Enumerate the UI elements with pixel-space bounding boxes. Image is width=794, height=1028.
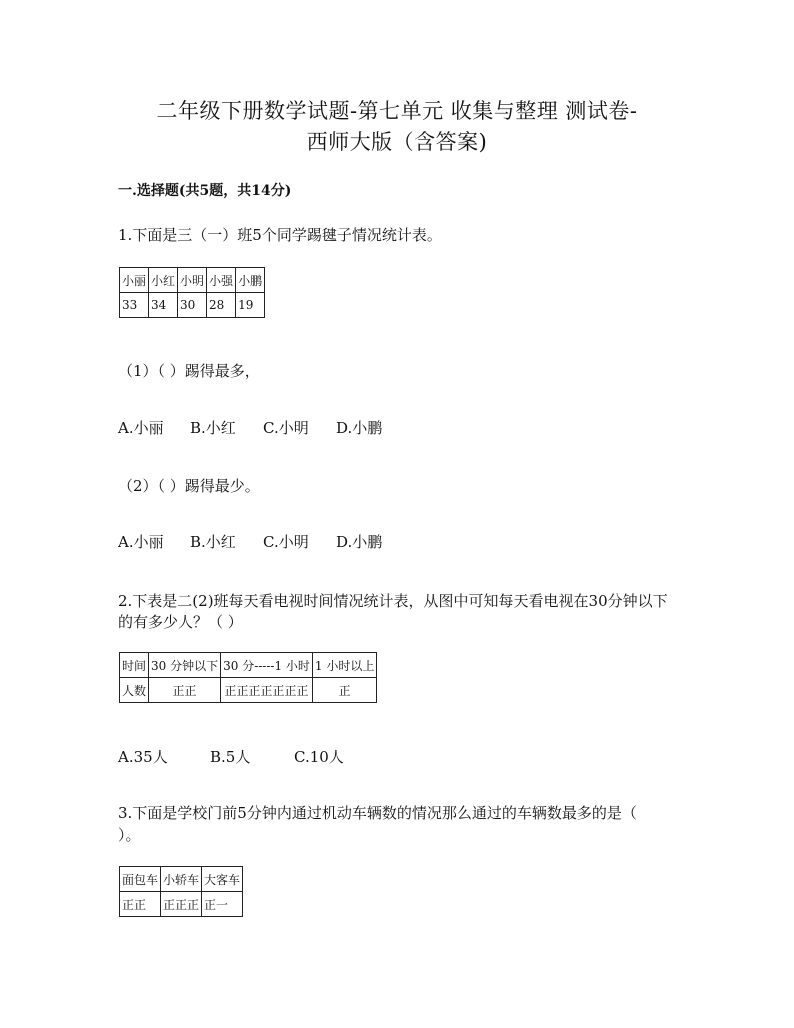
- question-1-sub-1: （1）（ ）踢得最多，: [118, 362, 260, 380]
- table-row: [120, 293, 265, 318]
- table-cell: 33: [120, 293, 149, 318]
- question-2-stem-line2: 的有多少人？（ ）: [118, 613, 243, 631]
- table-row: [120, 678, 377, 703]
- question-3-stem-line2: ）。: [118, 826, 141, 844]
- table-header-row: [120, 867, 243, 892]
- table-cell: 正正: [149, 678, 221, 703]
- table-cell: 正: [312, 678, 376, 703]
- option-c[interactable]: C.10人: [294, 748, 344, 766]
- table-cell: 正一: [202, 892, 243, 917]
- table-header-row: [120, 268, 265, 293]
- option-a[interactable]: A.35人: [118, 748, 168, 766]
- table-cell: 34: [149, 293, 178, 318]
- document-title-line1: 二年级下册数学试题-第七单元 收集与整理 测试卷-: [156, 99, 638, 123]
- table-cell: 正正: [120, 892, 161, 917]
- option-d[interactable]: D.小鹏: [336, 533, 383, 551]
- table-cell: 30: [178, 293, 207, 318]
- table-cell: 28: [207, 293, 236, 318]
- table-cell: 30 分钟以下: [149, 653, 221, 678]
- question-3-table: [119, 866, 243, 917]
- table-cell: 1 小时以上: [312, 653, 376, 678]
- question-2-stem-line1: 2.下表是二(2)班每天看电视时间情况统计表，从图中可知每天看电视在30分钟以下: [118, 592, 668, 610]
- option-b[interactable]: B.5人: [210, 748, 251, 766]
- table-header-row: [120, 653, 377, 678]
- question-1-stem: 1.下面是三（一）班5个同学踢毽子情况统计表。: [118, 226, 442, 244]
- table-cell: 30 分-----1 小时: [221, 653, 313, 678]
- question-1-sub-2-options: [118, 532, 382, 552]
- table-cell: 小红: [149, 268, 178, 293]
- question-2-table: [119, 652, 377, 703]
- question-1-sub-1-options: [118, 418, 382, 438]
- table-cell: 小轿车: [161, 867, 202, 892]
- question-1-table: [119, 267, 265, 318]
- table-cell: 大客车: [202, 867, 243, 892]
- table-cell: 19: [236, 293, 265, 318]
- question-1-sub-2: （2）（ ）踢得最少。: [118, 477, 260, 495]
- table-cell: 时间: [120, 653, 149, 678]
- option-b[interactable]: B.小红: [190, 419, 236, 437]
- option-a[interactable]: A.小丽: [118, 419, 164, 437]
- option-c[interactable]: C.小明: [263, 419, 309, 437]
- option-a[interactable]: A.小丽: [118, 533, 164, 551]
- option-c[interactable]: C.小明: [263, 533, 309, 551]
- table-cell: 小鹏: [236, 268, 265, 293]
- option-b[interactable]: B.小红: [190, 533, 236, 551]
- table-cell: 正正正正正正正: [221, 678, 313, 703]
- table-cell: 正正正: [161, 892, 202, 917]
- table-cell: 小明: [178, 268, 207, 293]
- document-title-line2: 西师大版（含答案): [306, 130, 488, 154]
- table-row: [120, 892, 243, 917]
- option-d[interactable]: D.小鹏: [336, 419, 383, 437]
- table-cell: 小强: [207, 268, 236, 293]
- table-cell: 面包车: [120, 867, 161, 892]
- table-cell: 小丽: [120, 268, 149, 293]
- question-2-options: [118, 747, 344, 767]
- question-3-stem-line1: 3.下面是学校门前5分钟内通过机动车辆数的情况那么通过的车辆数最多的是（: [118, 804, 637, 822]
- section-heading: 一.选择题(共5题，共14分): [118, 183, 292, 199]
- table-cell: 人数: [120, 678, 149, 703]
